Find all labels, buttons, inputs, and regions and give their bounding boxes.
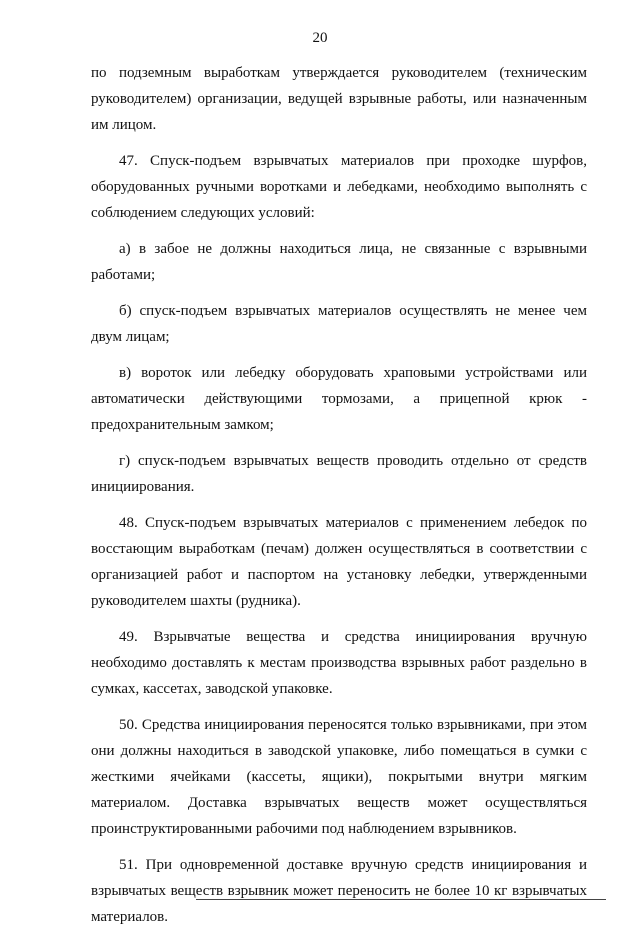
paragraph-47-item-a: а) в забое не должны находиться лица, не связанные с взрывными работами; <box>91 241 587 283</box>
paragraph-50: 50. Средства инициирования переносятся только взрывниками, при этом они должны находиться в заводской упаковке, либо помещаться в сумки с жесткими ячейками (кассеты, ящики), покрытыми внутри мягким материалом. Доставка взрывчатых веществ может осуществляться проинструктированными рабочими под наблюдением взрывников. <box>91 717 587 837</box>
paragraph-47: 47. Спуск-подъем взрывчатых материалов при проходке шурфов, оборудованных ручными воротками и лебедками, необходимо выполнять с соблюдением следующих условий: <box>91 153 587 221</box>
paragraph-47-item-v: в) вороток или лебедку оборудовать храповыми устройствами или автоматически действующими тормозами, а прицепной крюк - предохранительным замком; <box>91 365 587 433</box>
paragraph-49: 49. Взрывчатые вещества и средства инициирования вручную необходимо доставлять к местам производства взрывных работ раздельно в сумках, кассетах, заводской упаковке. <box>91 629 587 697</box>
paragraph-51: 51. При одновременной доставке вручную средств инициирования и взрывчатых веществ взрывник может переносить не более 10 кг взрывчатых материалов. <box>91 857 587 925</box>
scan-bottom-edge-line <box>196 899 606 900</box>
paragraph-48: 48. Спуск-подъем взрывчатых материалов с применением лебедок по восстающим выработкам (печам) должен осуществляться в соответствии с организацией работ и паспортом на установку лебедки, утвержденными руководителем шахты (рудника). <box>91 515 587 609</box>
paragraph-47-item-b: б) спуск-подъем взрывчатых материалов осуществлять не менее чем двум лицам; <box>91 303 587 345</box>
page-number: 20 <box>312 30 328 46</box>
paragraph-47-item-g: г) спуск-подъем взрывчатых веществ проводить отдельно от средств инициирования. <box>91 453 587 495</box>
paragraph-continuation: по подземным выработкам утверждается руководителем (техническим руководителем) организации, ведущей взрывные работы, или назначенным им лицом. <box>91 65 587 133</box>
document-body <box>91 60 587 940</box>
